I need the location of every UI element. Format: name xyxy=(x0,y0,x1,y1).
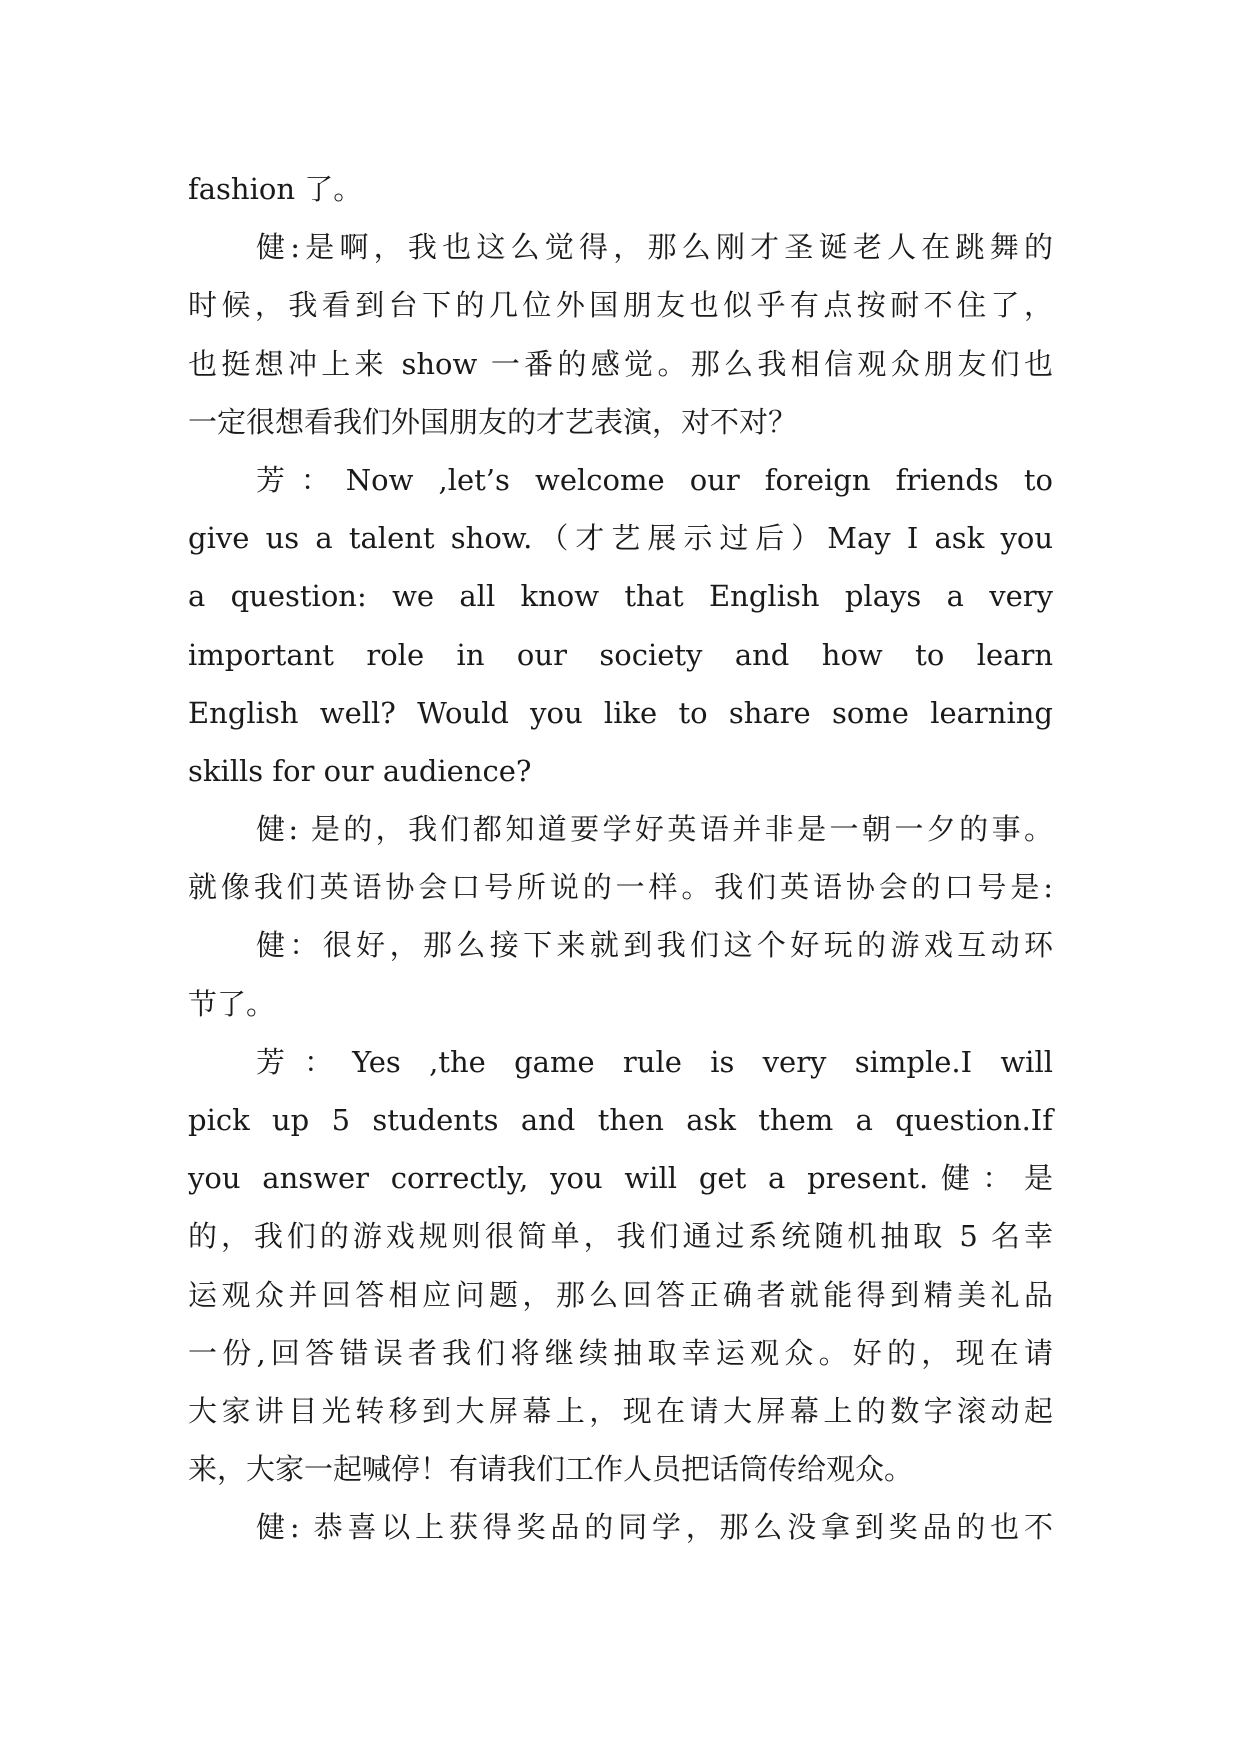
text-line: 运观众并回答相应问题，那么回答正确者就能得到精美礼品 xyxy=(188,1277,1053,1312)
text-line: 芳：Yes ,the game rule is very simple.I will xyxy=(256,1044,1053,1079)
text-line: 芳：Now ,let’s welcome our foreign friends to xyxy=(256,462,1053,497)
document-page xyxy=(188,160,1053,1557)
text-line: 时候，我看到台下的几位外国朋友也似乎有点按耐不住了， xyxy=(188,288,1053,323)
text-line: give us a talent show.（才艺展示过后）May I ask you xyxy=(188,521,1053,556)
text-line: 节了。 xyxy=(188,986,276,1021)
text-line: 健: 是的，我们都知道要学好英语并非是一朝一夕的事。 xyxy=(256,812,1053,847)
text-line: 就像我们英语协会口号所说的一样。我们英语协会的口号是: xyxy=(188,870,1053,905)
text-line: 一份,回答错误者我们将继续抽取幸运观众。好的，现在请 xyxy=(188,1335,1053,1370)
text-line: 大家讲目光转移到大屏幕上，现在请大屏幕上的数字滚动起 xyxy=(188,1393,1053,1428)
text-line: 来，大家一起喊停！有请我们工作人员把话筒传给观众。 xyxy=(188,1452,914,1487)
text-line: 也挺想冲上来 show 一番的感觉。那么我相信观众朋友们也 xyxy=(188,346,1053,381)
text-line: a question: we all know that English plays a very xyxy=(188,579,1053,614)
text-line: pick up 5 students and then ask them a question.If xyxy=(188,1103,1053,1137)
text-line: 的，我们的游戏规则很简单，我们通过系统随机抽取 5 名幸 xyxy=(188,1219,1053,1254)
text-line: important role in our society and how to learn xyxy=(188,637,1053,672)
text-line: 健：很好，那么接下来就到我们这个好玩的游戏互动环 xyxy=(256,928,1053,963)
text-line: fashion 了。 xyxy=(188,172,363,206)
text-line: you answer correctly, you will get a present.健：是 xyxy=(188,1161,1053,1196)
text-line: 一定很想看我们外国朋友的才艺表演，对不对？ xyxy=(188,404,798,439)
text-line: English well? Would you like to share some learning xyxy=(188,695,1053,730)
text-line: skills for our audience? xyxy=(188,753,532,788)
text-line: 健:是啊，我也这么觉得，那么刚才圣诞老人在跳舞的 xyxy=(256,230,1053,265)
text-line: 健: 恭喜以上获得奖品的同学，那么没拿到奖品的也不 xyxy=(256,1510,1053,1545)
